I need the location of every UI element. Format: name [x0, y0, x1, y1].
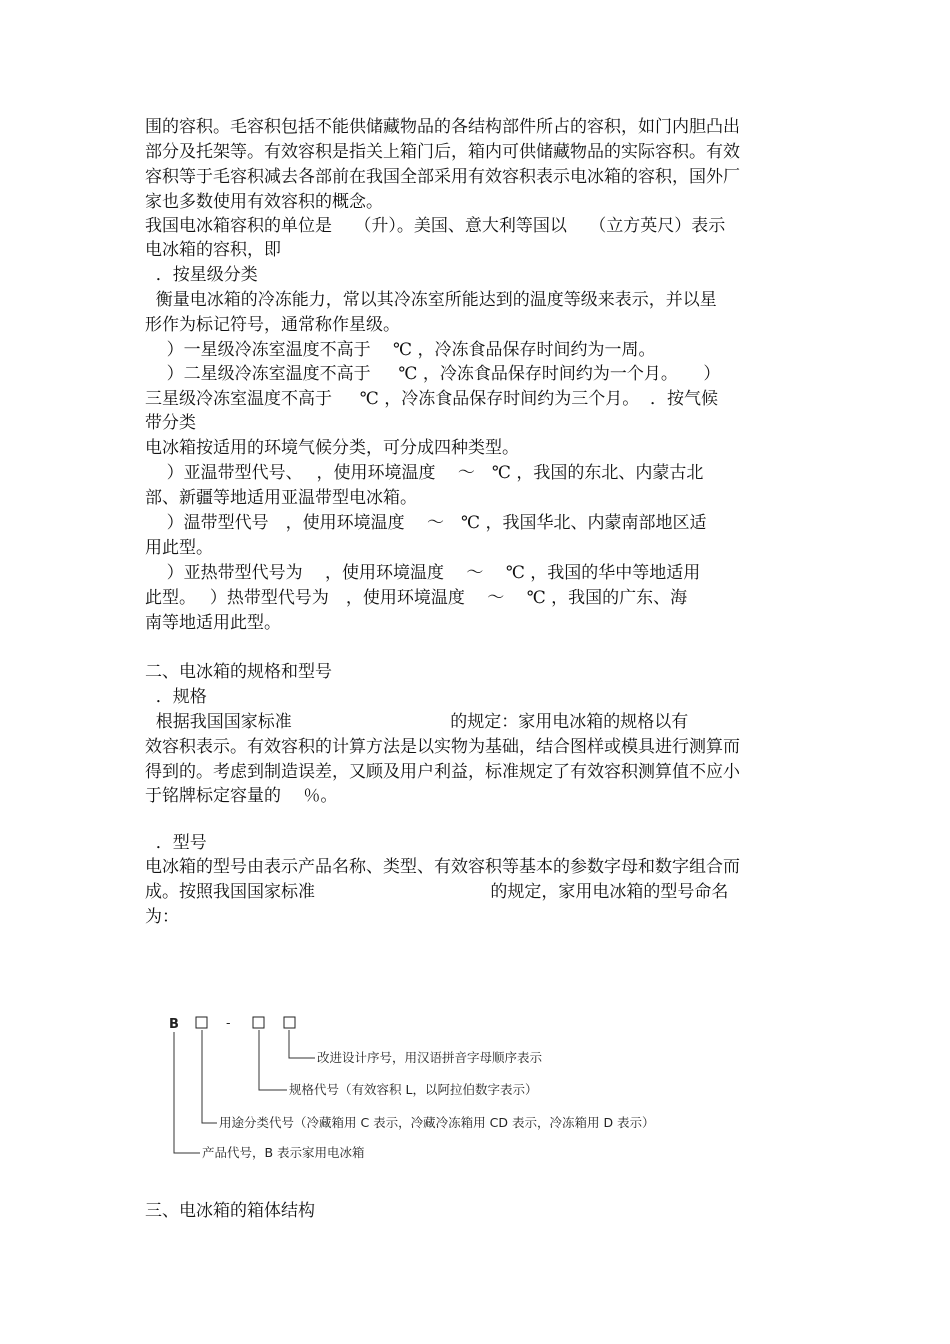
- text-line: 我国电冰箱容积的单位是 （升）。美国、意大利等国以 （立方英尺）表示: [145, 216, 726, 236]
- text-line: ）亚热带型代号为 ，使用环境温度 ～ ℃ ，我国的华中等地适用: [145, 563, 701, 583]
- section-heading: 三、电冰箱的箱体结构: [145, 1201, 315, 1221]
- text-line: ）一星级冷冻室温度不高于 ℃ ，冷冻食品保存时间约为一周。: [145, 340, 656, 360]
- text-line: 用此型。: [145, 538, 213, 558]
- text-line: 电冰箱的型号由表示产品名称、类型、有效容积等基本的参数字母和数字组合而: [145, 857, 740, 877]
- text-line: 三星级冷冻室温度不高于 ℃ ，冷冻食品保存时间约为三个月。 ．按气候: [145, 389, 719, 409]
- subsection-heading: ．型号: [145, 833, 207, 853]
- text-line: 部分及托架等。有效容积是指关上箱门后，箱内可供储藏物品的实际容积。有效: [145, 142, 740, 162]
- product-label: 产品代号，B 表示家用电冰箱: [202, 1145, 365, 1160]
- text-line: 成。按照我国国家标准 的规定，家用电冰箱的型号命名: [145, 882, 729, 902]
- model-naming-diagram: [165, 1008, 745, 1173]
- revision-code-box: [284, 1017, 295, 1028]
- spec-code-box: [253, 1017, 264, 1028]
- text-line: 得到的。考虑到制造误差，又顾及用户利益，标准规定了有效容积测算值不应小: [145, 762, 740, 782]
- text-line: 南等地适用此型。: [145, 613, 281, 633]
- text-line: 电冰箱的容积，即: [145, 240, 281, 260]
- text-line: ．按星级分类: [145, 265, 258, 285]
- text-line: ）亚温带型代号、 ，使用环境温度 ～ ℃ ，我国的东北、内蒙古北: [145, 463, 704, 483]
- text-line: 效容积表示。有效容积的计算方法是以实物为基础，结合图样或模具进行测算而: [145, 737, 740, 757]
- revision-leader-line: [289, 1030, 315, 1058]
- spec-label: 规格代号（有效容积 L，以阿拉伯数字表示）: [289, 1082, 538, 1097]
- dash-symbol: -: [226, 1015, 231, 1030]
- prefix-letter: B: [169, 1017, 179, 1032]
- text-line: 形作为标记符号，通常称作星级。: [145, 315, 400, 335]
- text-line: 部、新疆等地适用亚温带型电冰箱。: [145, 488, 417, 508]
- usage-code-box: [196, 1017, 207, 1028]
- usage-leader-line: [202, 1030, 217, 1123]
- text-line: 根据我国国家标准 的规定：家用电冰箱的规格以有: [145, 712, 689, 732]
- product-leader-line: [174, 1032, 200, 1153]
- text-line: 家也多数使用有效容积的概念。: [145, 192, 383, 212]
- spec-leader-line: [259, 1030, 287, 1090]
- text-line: 容积等于毛容积减去各部前在我国全部采用有效容积表示电冰箱的容积，国外厂: [145, 167, 740, 187]
- usage-label: 用途分类代号（冷藏箱用 C 表示，冷藏冷冻箱用 CD 表示，冷冻箱用 D 表示）: [219, 1115, 655, 1130]
- text-line: ）温带型代号 ，使用环境温度 ～ ℃ ，我国华北、内蒙南部地区适: [145, 513, 707, 533]
- section-heading: 二、电冰箱的规格和型号: [145, 662, 332, 682]
- text-line: 为：: [145, 907, 179, 927]
- text-line: 此型。 ）热带型代号为 ，使用环境温度 ～ ℃ ，我国的广东、海: [145, 588, 688, 608]
- text-line: 衡量电冰箱的冷冻能力，常以其冷冻室所能达到的温度等级来表示，并以星: [145, 290, 717, 310]
- text-line: 围的容积。毛容积包括不能供储藏物品的各结构部件所占的容积，如门内胆凸出: [145, 117, 740, 137]
- text-line: 于铭牌标定容量的 ％。: [145, 786, 338, 806]
- revision-label: 改进设计序号，用汉语拼音字母顺序表示: [317, 1050, 543, 1065]
- text-line: 带分类: [145, 413, 196, 433]
- text-line: 电冰箱按适用的环境气候分类，可分成四种类型。: [145, 438, 519, 458]
- subsection-heading: ．规格: [145, 687, 207, 707]
- text-line: ）二星级冷冻室温度不高于 ℃ ，冷冻食品保存时间约为一个月。 ）: [145, 364, 721, 384]
